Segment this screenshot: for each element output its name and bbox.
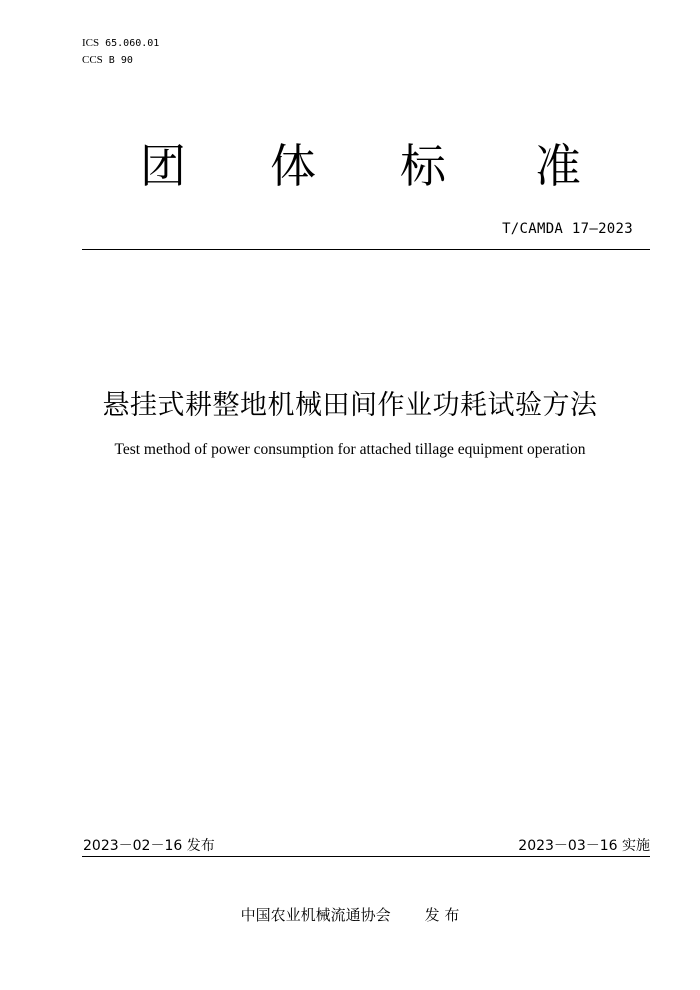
header-char-3: 标	[400, 139, 446, 193]
ccs-label: CCS	[82, 54, 103, 66]
implementation-date: 2023－03－16 实施	[518, 838, 650, 854]
standard-number: T/CAMDA 17—2023	[502, 221, 633, 237]
ics-row	[82, 35, 159, 52]
title-english: Test method of power consumption for attached tillage equipment operation	[114, 441, 586, 458]
ics-label: ICS	[82, 37, 100, 49]
header-char-2: 体	[270, 139, 316, 193]
classification-codes	[82, 35, 159, 69]
publisher-line	[0, 904, 700, 925]
ccs-row	[82, 52, 159, 69]
document-type-header	[82, 138, 650, 194]
issue-date: 2023－02－16 发布	[83, 838, 215, 854]
ccs-code: B 90	[108, 55, 133, 66]
publish-action: 发 布	[424, 906, 460, 924]
ics-code: 65.060.01	[105, 38, 160, 49]
bottom-divider	[82, 856, 650, 857]
header-char-4: 准	[535, 139, 581, 193]
header-char-1: 团	[140, 139, 186, 193]
top-divider	[82, 249, 650, 250]
publisher-organization: 中国农业机械流通协会	[240, 906, 391, 924]
title-chinese: 悬挂式耕整地机械田间作业功耗试验方法	[102, 390, 598, 421]
